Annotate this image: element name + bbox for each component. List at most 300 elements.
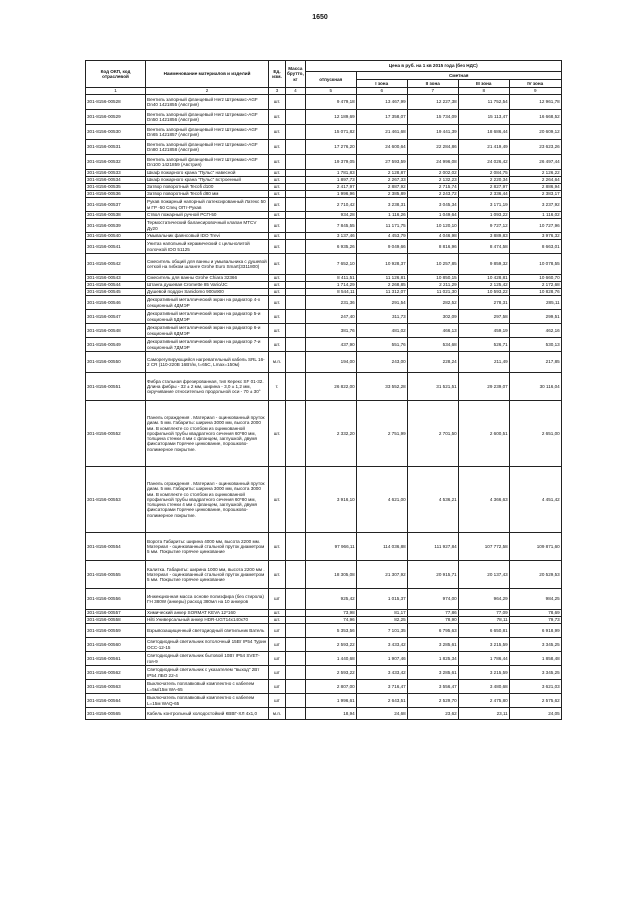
row-code: 301-8156-00536 [86, 191, 146, 198]
row-release-price: 194,00 [305, 352, 356, 373]
table-row [86, 352, 562, 373]
row-code: 301-8156-00554 [86, 533, 146, 561]
row-mass [286, 233, 306, 240]
table-row [86, 155, 562, 170]
row-unit: шт. [269, 240, 286, 254]
row-price-zone-2: 2 002,02 [407, 170, 458, 177]
row-price-zone-4: 16 668,52 [509, 110, 561, 125]
row-release-price: 231,36 [305, 296, 356, 310]
row-code: 301-8156-00553 [86, 467, 146, 533]
table-row [86, 275, 562, 282]
column-number: 6 [356, 88, 407, 95]
row-price-zone-1: 1 116,26 [356, 212, 407, 219]
row-name: Светодиодный светильник потолочный 15Вт IP54 Турин ОСС-12-15 [146, 638, 269, 652]
row-price-zone-4: 26 497,44 [509, 155, 561, 170]
row-unit: шт. [269, 184, 286, 191]
row-price-zone-1: 4 453,79 [356, 233, 407, 240]
row-price-zone-3: 459,19 [458, 324, 509, 338]
row-mass [286, 198, 306, 212]
row-mass [286, 708, 306, 720]
row-price-zone-2: 11 021,30 [407, 289, 458, 296]
row-mass [286, 401, 306, 467]
row-mass [286, 373, 306, 401]
row-code: 301-8156-00558 [86, 617, 146, 624]
row-price-zone-4: 10 727,96 [509, 219, 561, 233]
table-row [86, 177, 562, 184]
row-price-zone-2: 10 257,85 [407, 254, 458, 275]
row-unit: шт [269, 589, 286, 610]
table-row [86, 296, 562, 310]
row-price-zone-2: 228,24 [407, 352, 458, 373]
row-price-zone-3: 6 650,81 [458, 624, 509, 638]
row-name: Вентиль запорный фланцевый Herz Штремакс-AGF Dn40 1421855 (Австрия) [146, 95, 269, 110]
row-release-price: 17 276,20 [305, 140, 356, 155]
row-price-zone-1: 243,00 [356, 352, 407, 373]
row-mass [286, 184, 306, 191]
row-name: Выключатель поплавковый комплектно с кабелем L=15м WAQ-65 [146, 694, 269, 708]
table-row [86, 561, 562, 589]
row-price-zone-4: 984,25 [509, 589, 561, 610]
table-row [86, 240, 562, 254]
row-price-zone-2: 302,09 [407, 310, 458, 324]
row-release-price: 8 411,51 [305, 275, 356, 282]
row-price-zone-1: 3 238,31 [356, 198, 407, 212]
row-release-price: 97 966,11 [305, 533, 356, 561]
row-price-zone-4: 79,73 [509, 617, 561, 624]
row-unit: шт. [269, 324, 286, 338]
row-unit: шт. [269, 617, 286, 624]
row-price-zone-2: 2 211,29 [407, 282, 458, 289]
row-price-zone-2: 6 795,63 [407, 624, 458, 638]
row-release-price: 9 479,18 [305, 95, 356, 110]
row-release-price: 7 652,10 [305, 254, 356, 275]
row-price-zone-2: 4 046,98 [407, 233, 458, 240]
row-unit: шт. [269, 254, 286, 275]
row-name: Калитка. Габариты: ширина 1000 мм, высота 2200 мм . Материал - оцинкованный стальной пруток диаметром 5 мм. Покрытие горячее цинкование [146, 561, 269, 589]
table-row [86, 652, 562, 666]
table-row [86, 212, 562, 219]
header-zone-3: III зона [458, 80, 509, 88]
row-mass [286, 310, 306, 324]
row-unit: шт. [269, 212, 286, 219]
row-price-zone-3: 23,11 [458, 708, 509, 720]
row-price-zone-1: 1 015,37 [356, 589, 407, 610]
row-price-zone-1: 33 552,28 [356, 373, 407, 401]
table-row [86, 533, 562, 561]
row-price-zone-2: 2 529,70 [407, 694, 458, 708]
row-unit: шт. [269, 282, 286, 289]
row-mass [286, 666, 306, 680]
row-price-zone-2: 974,00 [407, 589, 458, 610]
row-unit: шт. [269, 289, 286, 296]
row-price-zone-3: 10 428,81 [458, 275, 509, 282]
row-unit: шт [269, 694, 286, 708]
row-code: 301-8156-00531 [86, 140, 146, 155]
header-zone-2: II зона [407, 80, 458, 88]
header-name: Наименование материалов и изделий [146, 61, 269, 88]
row-price-zone-2: 2 132,23 [407, 177, 458, 184]
row-release-price: 381,76 [305, 324, 356, 338]
row-price-zone-2: 1 049,64 [407, 212, 458, 219]
row-price-zone-2: 12 227,38 [407, 95, 458, 110]
row-release-price: 2 807,00 [305, 680, 356, 694]
row-price-zone-3: 2 600,51 [458, 401, 509, 467]
row-price-zone-3: 77,09 [458, 610, 509, 617]
row-price-zone-1: 2 643,51 [356, 694, 407, 708]
row-price-zone-3: 3 480,68 [458, 680, 509, 694]
row-release-price: 2 332,20 [305, 401, 356, 467]
row-price-zone-1: 10 928,37 [356, 254, 407, 275]
row-price-zone-3: 78,11 [458, 617, 509, 624]
table-row [86, 610, 562, 617]
row-release-price: 1 714,29 [305, 282, 356, 289]
row-mass [286, 296, 306, 310]
row-price-zone-3: 297,58 [458, 310, 509, 324]
row-release-price: 2 593,22 [305, 666, 356, 680]
row-price-zone-3: 107 772,58 [458, 533, 509, 561]
row-price-zone-2: 1 825,34 [407, 652, 458, 666]
row-mass [286, 289, 306, 296]
row-price-zone-4: 4 451,42 [509, 467, 561, 533]
row-mass [286, 282, 306, 289]
row-price-zone-1: 82,25 [356, 617, 407, 624]
row-price-zone-3: 4 366,63 [458, 467, 509, 533]
row-price-zone-3: 8 474,58 [458, 240, 509, 254]
row-price-zone-3: 10 593,22 [458, 289, 509, 296]
table-row [86, 289, 562, 296]
row-release-price: 26 822,00 [305, 373, 356, 401]
price-table [85, 60, 562, 720]
table-row [86, 310, 562, 324]
table-row [86, 140, 562, 155]
row-mass [286, 638, 306, 652]
table-row [86, 191, 562, 198]
column-number: 7 [407, 88, 458, 95]
row-code: 301-8156-00550 [86, 352, 146, 373]
row-name: Химический анкер SORMAT KEVA 12*160 [146, 610, 269, 617]
row-price-zone-3: 1 786,44 [458, 652, 509, 666]
row-mass [286, 680, 306, 694]
row-code: 301-8156-00552 [86, 401, 146, 467]
row-code: 301-8156-00535 [86, 184, 146, 191]
row-price-zone-3: 29 239,07 [458, 373, 509, 401]
row-name: Затвор поворотный Tecofi d80 мм [146, 191, 269, 198]
row-unit: шт. [269, 110, 286, 125]
row-release-price: 8 544,11 [305, 289, 356, 296]
column-number: 4 [286, 88, 306, 95]
table-row [86, 282, 562, 289]
row-price-zone-1: 27 593,59 [356, 155, 407, 170]
row-price-zone-1: 291,54 [356, 296, 407, 310]
row-mass [286, 110, 306, 125]
row-name: Hilti Универсальный анкер HDR-UGT14х140х70 [146, 617, 269, 624]
row-price-zone-1: 9 049,66 [356, 240, 407, 254]
row-mass [286, 191, 306, 198]
row-code: 301-8156-00541 [86, 240, 146, 254]
row-price-zone-4: 30 116,04 [509, 373, 561, 401]
row-price-zone-3: 278,31 [458, 296, 509, 310]
row-price-zone-4: 3 345,25 [509, 638, 561, 652]
row-price-zone-4: 78,69 [509, 610, 561, 617]
row-release-price: 73,98 [305, 610, 356, 617]
row-price-zone-1: 481,02 [356, 324, 407, 338]
row-price-zone-3: 2 084,75 [458, 170, 509, 177]
row-price-zone-2: 15 734,09 [407, 110, 458, 125]
row-price-zone-1: 3 433,42 [356, 666, 407, 680]
row-price-zone-4: 23 623,26 [509, 140, 561, 155]
table-row [86, 708, 562, 720]
row-price-zone-2: 3 285,61 [407, 638, 458, 652]
row-name: Декоративный металлический экран на радиатор 7-и секционный 7ДМЭР [146, 338, 269, 352]
table-row [86, 624, 562, 638]
row-price-zone-1: 81,17 [356, 610, 407, 617]
row-price-zone-3: 3 889,83 [458, 233, 509, 240]
row-code: 301-8156-00559 [86, 624, 146, 638]
table-row [86, 467, 562, 533]
row-price-zone-1: 17 358,07 [356, 110, 407, 125]
column-number: 2 [146, 88, 269, 95]
row-code: 301-8156-00561 [86, 652, 146, 666]
table-row [86, 338, 562, 352]
row-price-zone-1: 3 716,47 [356, 680, 407, 694]
row-price-zone-2: 19 441,39 [407, 125, 458, 140]
header-code: Код ОКП, код отраслевой [86, 61, 146, 88]
row-unit: шт. [269, 95, 286, 110]
row-price-zone-3: 9 859,32 [458, 254, 509, 275]
row-name: Саморегулирующийся нагревательный кабель SRL 16-2 CR (110-220В 16Вт/м, t=65С, Lmax=150м) [146, 352, 269, 373]
row-price-zone-3: 526,71 [458, 338, 509, 352]
row-price-zone-1: 2 268,85 [356, 282, 407, 289]
row-name: Декоративный металлический экран на радиатор 6-и секционный 6ДМЭР [146, 324, 269, 338]
header-release-price: отпускная [305, 72, 356, 88]
row-price-zone-2: 466,13 [407, 324, 458, 338]
table-row [86, 401, 562, 467]
row-code: 301-8156-00562 [86, 666, 146, 680]
row-release-price: 18,94 [305, 708, 356, 720]
table-row [86, 219, 562, 233]
row-price-zone-4: 2 383,17 [509, 191, 561, 198]
row-release-price: 12 189,69 [305, 110, 356, 125]
row-name: Выключатель поплавковый комплектно с кабелем L=5м/15м WA-65 [146, 680, 269, 694]
row-name: Рукав пожарный напорный латексированный Латекс 50 м ГР -50 Спец ОПт-Рукав [146, 198, 269, 212]
row-price-zone-2: 10 120,10 [407, 219, 458, 233]
row-price-zone-3: 3 215,59 [458, 638, 509, 652]
table-row [86, 198, 562, 212]
row-unit: шт. [269, 296, 286, 310]
page-number: 1650 [312, 14, 328, 21]
column-number: 1 [86, 88, 146, 95]
row-unit: шт. [269, 125, 286, 140]
row-price-zone-1: 2 385,89 [356, 191, 407, 198]
row-price-zone-4: 20 609,12 [509, 125, 561, 140]
table-row [86, 95, 562, 110]
row-code: 301-8156-00551 [86, 373, 146, 401]
row-price-zone-3: 9 727,12 [458, 219, 509, 233]
row-price-zone-2: 3 285,61 [407, 666, 458, 680]
row-release-price: 6 935,26 [305, 240, 356, 254]
row-mass [286, 212, 306, 219]
row-code: 301-8156-00534 [86, 177, 146, 184]
row-name: Смеситель общий для ванны и умывальника с душевой сеткой на гибком шланге Grohe Euro Smart(3311800) [146, 254, 269, 275]
row-price-zone-2: 2 715,74 [407, 184, 458, 191]
row-mass [286, 610, 306, 617]
table-row [86, 170, 562, 177]
row-code: 301-8156-00564 [86, 694, 146, 708]
row-price-zone-4: 6 918,99 [509, 624, 561, 638]
row-price-zone-4: 2 172,68 [509, 282, 561, 289]
row-unit: шт. [269, 140, 286, 155]
row-unit: шт. [269, 219, 286, 233]
row-price-zone-2: 77,86 [407, 610, 458, 617]
row-price-zone-2: 4 536,21 [407, 467, 458, 533]
header-estimate-price: Сметная [356, 72, 561, 80]
row-release-price: 7 845,55 [305, 219, 356, 233]
row-code: 301-8156-00540 [86, 233, 146, 240]
row-price-zone-2: 8 816,96 [407, 240, 458, 254]
row-unit: шт. [269, 610, 286, 617]
row-price-zone-3: 15 113,47 [458, 110, 509, 125]
row-price-zone-1: 24,68 [356, 708, 407, 720]
row-price-zone-4: 3 345,25 [509, 666, 561, 680]
row-price-zone-4: 2 126,22 [509, 170, 561, 177]
row-mass [286, 254, 306, 275]
row-price-zone-4: 3 237,92 [509, 198, 561, 212]
row-code: 301-8156-00529 [86, 110, 146, 125]
row-name: Кабель контрольный холодостойкий КВВГ-ХЛ 4х1,0 [146, 708, 269, 720]
row-price-zone-3: 3 215,59 [458, 666, 509, 680]
row-code: 301-8156-00565 [86, 708, 146, 720]
row-unit: шт. [269, 170, 286, 177]
row-mass [286, 352, 306, 373]
row-mass [286, 275, 306, 282]
row-price-zone-1: 4 621,00 [356, 467, 407, 533]
row-release-price: 925,42 [305, 589, 356, 610]
row-release-price: 2 593,22 [305, 638, 356, 652]
row-release-price: 15 071,82 [305, 125, 356, 140]
row-name: Шкаф пожарного крана "Пульс" встроенный [146, 177, 269, 184]
row-price-zone-3: 20 137,43 [458, 561, 509, 589]
table-row [86, 638, 562, 652]
row-price-zone-4: 8 663,01 [509, 240, 561, 254]
table-row [86, 110, 562, 125]
row-price-zone-2: 20 915,71 [407, 561, 458, 589]
row-price-zone-3: 2 336,44 [458, 191, 509, 198]
row-price-zone-4: 217,85 [509, 352, 561, 373]
row-mass [286, 652, 306, 666]
row-price-zone-4: 462,16 [509, 324, 561, 338]
row-unit: шт. [269, 401, 286, 467]
row-price-zone-1: 21 307,92 [356, 561, 407, 589]
row-price-zone-4: 299,51 [509, 310, 561, 324]
row-name: Затвор поворотный Tecofi d100 [146, 184, 269, 191]
column-number: 3 [269, 88, 286, 95]
column-number: 5 [305, 88, 356, 95]
row-mass [286, 170, 306, 177]
row-price-zone-4: 285,11 [509, 296, 561, 310]
row-code: 301-8156-00537 [86, 198, 146, 212]
row-name: Душевой поддон Sanidomo 900х900 [146, 289, 269, 296]
row-code: 301-8156-00556 [86, 589, 146, 610]
row-name: Светодиодный светильник с указателем "выход" 2Вт IP54 ЛБО 22-4 [146, 666, 269, 680]
row-price-zone-1: 3 433,42 [356, 638, 407, 652]
column-number: 8 [458, 88, 509, 95]
row-unit: шт. [269, 198, 286, 212]
row-mass [286, 219, 306, 233]
row-release-price: 247,40 [305, 310, 356, 324]
row-name: Вентиль запорный фланцевый Herz Штремакс-AGF Dn80 1421858 (Австрия) [146, 140, 269, 155]
row-release-price: 3 137,46 [305, 233, 356, 240]
row-price-zone-2: 111 927,84 [407, 533, 458, 561]
row-code: 301-8156-00530 [86, 125, 146, 140]
row-unit: шт [269, 624, 286, 638]
row-price-zone-1: 2 887,92 [356, 184, 407, 191]
row-code: 301-8156-00546 [86, 296, 146, 310]
row-price-zone-2: 282,52 [407, 296, 458, 310]
row-code: 301-8156-00528 [86, 95, 146, 110]
row-release-price: 19 379,05 [305, 155, 356, 170]
header-mass: Масса брутто, кг [286, 61, 306, 88]
row-mass [286, 240, 306, 254]
row-unit: шт. [269, 233, 286, 240]
row-price-zone-4: 2 264,64 [509, 177, 561, 184]
row-price-zone-2: 2 243,72 [407, 191, 458, 198]
row-unit: шт [269, 652, 286, 666]
row-mass [286, 125, 306, 140]
row-price-zone-4: 3 976,32 [509, 233, 561, 240]
row-price-zone-4: 109 871,60 [509, 533, 561, 561]
table-row [86, 694, 562, 708]
row-code: 301-8156-00542 [86, 254, 146, 275]
row-name: Унитаз напольный керамический с цельнолитой полочкой IDO 51125 [146, 240, 269, 254]
header-price-group: Цена в руб. на 1 кв 2015 года (без НДС) [305, 61, 561, 72]
row-mass [286, 624, 306, 638]
row-unit: шт. [269, 275, 286, 282]
row-price-zone-1: 311,73 [356, 310, 407, 324]
row-price-zone-3: 2 125,42 [458, 282, 509, 289]
row-price-zone-2: 24 996,08 [407, 155, 458, 170]
row-code: 301-8156-00555 [86, 561, 146, 589]
header-zone-4: IV зона [509, 80, 561, 88]
row-code: 301-8156-00560 [86, 638, 146, 652]
row-price-zone-4: 1 116,02 [509, 212, 561, 219]
row-code: 301-8156-00548 [86, 324, 146, 338]
row-price-zone-4: 2 575,62 [509, 694, 561, 708]
row-release-price: 934,28 [305, 212, 356, 219]
row-price-zone-4: 530,13 [509, 338, 561, 352]
table-row [86, 233, 562, 240]
row-release-price: 2 710,42 [305, 198, 356, 212]
row-name: Инжекционная масса основе полиэфира (без стирола) ГН 380W (анкеры) расход 380мл на 10 анкеров [146, 589, 269, 610]
row-price-zone-2: 78,90 [407, 617, 458, 624]
row-price-zone-4: 1 858,48 [509, 652, 561, 666]
table-row [86, 125, 562, 140]
table-row [86, 373, 562, 401]
row-unit: шт. [269, 177, 286, 184]
row-code: 301-8156-00543 [86, 275, 146, 282]
row-code: 301-8156-00563 [86, 680, 146, 694]
row-price-zone-1: 551,76 [356, 338, 407, 352]
row-unit: шт [269, 666, 286, 680]
row-price-zone-3: 1 093,22 [458, 212, 509, 219]
column-numbers-row [86, 88, 562, 95]
column-number: 9 [509, 88, 561, 95]
row-price-zone-1: 13 467,99 [356, 95, 407, 110]
row-release-price: 1 781,83 [305, 170, 356, 177]
row-code: 301-8156-00533 [86, 170, 146, 177]
row-mass [286, 694, 306, 708]
row-release-price: 437,90 [305, 338, 356, 352]
row-unit: м.п. [269, 352, 286, 373]
